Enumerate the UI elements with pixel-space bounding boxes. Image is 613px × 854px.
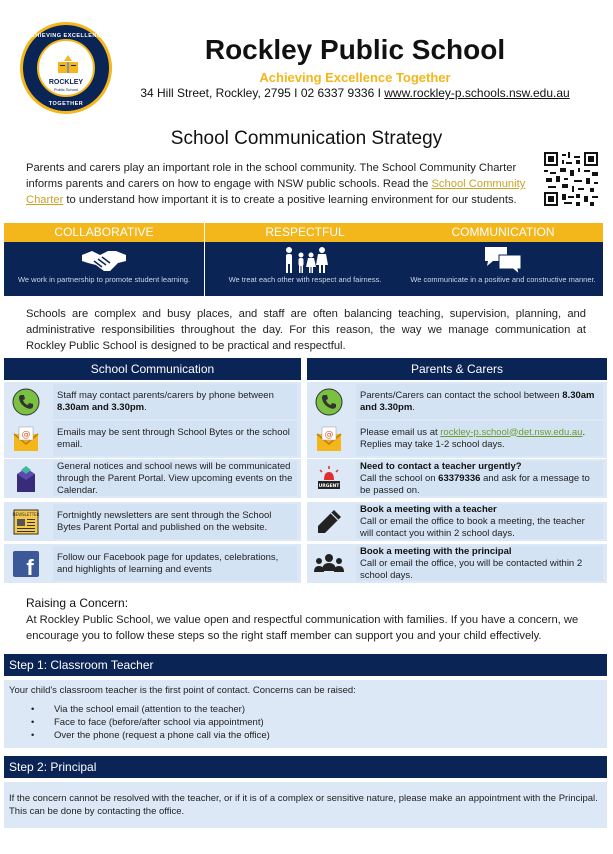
value-icon-wrap <box>205 245 405 275</box>
value-text: We treat each other with respect and fairness. <box>228 275 382 284</box>
row-heading: Need to contact a teacher urgently? <box>360 461 522 472</box>
row-line <box>360 473 599 497</box>
row-heading: Book a meeting with the principal <box>360 546 512 557</box>
school-row-text <box>53 504 297 539</box>
row-text: Fortnightly newsletters are sent through the School Bytes Parent Portal and published on the website. <box>57 509 272 533</box>
school-name: Rockley Public School <box>204 34 506 65</box>
email-icon <box>11 424 41 454</box>
parent-row-text <box>356 504 603 539</box>
list-item: • Over the phone (request a phone call via the office) <box>9 729 602 742</box>
step2-header: Step 2: Principal <box>4 756 607 778</box>
row-text: . <box>412 401 415 413</box>
row-bold: 8.30am and 3.30pm <box>57 401 145 413</box>
newsletter-icon <box>11 507 41 537</box>
school-logo <box>20 22 112 114</box>
value-collaborative <box>4 223 204 296</box>
school-row-email <box>4 419 301 458</box>
parent-row-principal-meeting <box>307 544 607 583</box>
row-line <box>360 504 599 516</box>
website-link[interactable]: www.rockley-p.schools.nsw.edu.au <box>384 86 570 100</box>
school-motto: Achieving Excellence Together <box>259 70 451 85</box>
step1-header: Step 1: Classroom Teacher <box>4 654 607 676</box>
parent-row-email <box>307 419 607 458</box>
urgent-label: URGENT <box>318 483 340 489</box>
row-bold: 63379336 <box>438 472 481 484</box>
logo-ring-top: ACHIEVING EXCELLENCE <box>26 33 106 39</box>
value-title: COLLABORATIVE <box>4 223 204 242</box>
value-icon-wrap <box>403 245 603 275</box>
group-icon <box>313 549 345 579</box>
row-icon-wrap <box>4 419 48 458</box>
contact-line <box>125 86 585 100</box>
urgent-siren-icon <box>314 464 344 494</box>
row-text: Staff may contact parents/carers by phone between <box>57 389 274 401</box>
step1-intro: Your child's classroom teacher is the first point of contact. Concerns can be raised: <box>9 685 356 696</box>
step2-text: If the concern cannot be resolved with the teacher, or if it is of a complex or sensitive nature, please make an appointment with the Principal. This can be done by contacting the office. <box>9 793 598 817</box>
parents-carers-header: Parents & Carers <box>307 358 607 380</box>
row-text: Call or email the office to book a meeting, the teacher will contact you within 2 school days. <box>360 515 585 539</box>
speech-bubbles-icon <box>479 245 527 275</box>
row-text: Emails may be sent through School Bytes or the school email. <box>57 426 290 450</box>
list-item: • Via the school email (attention to the teacher) <box>9 703 602 716</box>
value-body <box>4 242 204 296</box>
row-icon-wrap <box>4 382 48 421</box>
logo-name: ROCKLEY <box>48 79 84 86</box>
row-line <box>57 390 293 414</box>
row-text: . Replies may take 1-2 school days. <box>360 426 586 450</box>
value-title: RESPECTFUL <box>205 223 405 242</box>
school-row-text <box>53 384 297 419</box>
school-row-phone <box>4 382 301 421</box>
parent-row-phone <box>307 382 607 421</box>
school-row-text <box>53 421 297 456</box>
book-icon <box>56 53 80 75</box>
phone-icon <box>11 387 41 417</box>
logo-sub: Public School <box>53 87 79 92</box>
parent-row-text <box>356 546 603 581</box>
address-text: 34 Hill Street, Rockley, 2795 I 02 6337 9336 I <box>140 86 385 100</box>
handshake-icon <box>80 245 128 275</box>
row-text: . <box>144 401 147 413</box>
value-body <box>403 242 603 296</box>
qr-code <box>544 152 598 206</box>
phone-icon <box>314 387 344 417</box>
step1-list <box>9 703 602 742</box>
pen-icon <box>314 507 344 537</box>
logo-ring-bottom: TOGETHER <box>48 101 84 107</box>
school-bytes-icon <box>11 464 41 494</box>
row-text: Call the school on <box>360 472 439 484</box>
row-text: Follow our Facebook page for updates, celebrations, and highlights of learning and events <box>57 551 279 575</box>
email-icon <box>314 424 344 454</box>
school-row-text <box>53 461 297 496</box>
step2-body <box>4 782 607 828</box>
school-communication-header: School Communication <box>4 358 301 380</box>
school-row-facebook <box>4 544 301 583</box>
svg-text:@: @ <box>21 429 31 440</box>
list-item: • Face to face (before/after school via appointment) <box>9 716 602 729</box>
row-text: Please email us at <box>360 426 441 438</box>
row-icon-wrap <box>307 502 351 541</box>
value-text: We communicate in a positive and constructive manner. <box>410 275 596 284</box>
parent-row-teacher-meeting <box>307 502 607 541</box>
value-title: COMMUNICATION <box>403 223 603 242</box>
parent-row-urgent <box>307 459 607 498</box>
row-text: and ask for a message to be passed on. <box>360 472 590 496</box>
school-row-text <box>53 546 297 581</box>
value-respectful <box>205 223 405 296</box>
row-line <box>360 461 599 473</box>
row-text: General notices and school news will be communicated through the Parent Portal. View upcoming events on the Calendar. <box>57 461 293 496</box>
family-icon <box>281 245 329 275</box>
intro-text-1: Parents and carers play an important role in the school community. The School Community Charter informs parents and carers on how to engage with NSW public schools. Read the <box>26 162 517 190</box>
busy-schools-paragraph: Schools are complex and busy places, and staff are often balancing teaching, supervision, planning, and administrative responsibilities throughout the day. For this reason, the way we manage communication at Rockley Public School is designed to be practical and respectful. <box>26 308 586 352</box>
school-row-portal <box>4 459 301 498</box>
facebook-icon <box>11 549 41 579</box>
raising-concern-text: At Rockley Public School, we value open and respectful communication with families. If you have a concern, we encourage you to follow these steps so the right staff member can support you and your child effectively. <box>26 614 579 642</box>
raising-concern-title: Raising a Concern: <box>26 596 129 610</box>
row-text: Call or email the office, you will be contacted within 2 school days. <box>360 557 583 581</box>
school-email-link[interactable]: rockley-p.school@det.nsw.edu.au <box>440 426 583 438</box>
row-line <box>360 546 599 558</box>
svg-text:@: @ <box>324 429 334 440</box>
facebook-letter: f <box>26 554 34 579</box>
row-line <box>360 390 599 414</box>
step1-body <box>4 680 607 748</box>
row-icon-wrap <box>307 382 351 421</box>
parent-row-text <box>356 461 603 496</box>
value-communication <box>403 223 603 296</box>
row-icon-wrap <box>4 502 48 541</box>
intro-text-2: to understand how important it is to create a positive learning environment for our students. <box>63 194 517 206</box>
school-row-newsletter <box>4 502 301 541</box>
value-icon-wrap <box>4 245 204 275</box>
charter-link[interactable]: School Community Charter <box>26 178 526 206</box>
value-text: We work in partnership to promote student learning. <box>17 275 191 284</box>
parent-row-text <box>356 421 603 456</box>
parent-row-text <box>356 384 603 419</box>
row-line <box>360 427 599 451</box>
row-icon-wrap <box>4 459 48 498</box>
row-heading: Book a meeting with a teacher <box>360 504 497 515</box>
row-icon-wrap <box>4 544 48 583</box>
page-title: School Communication Strategy <box>170 128 443 149</box>
row-icon-wrap <box>307 459 351 498</box>
row-text: Parents/Carers can contact the school between <box>360 389 563 401</box>
row-bold: 8.30am and 3.30pm <box>360 389 595 413</box>
row-icon-wrap <box>307 544 351 583</box>
newsletter-label: NEWSLETTER <box>12 511 40 517</box>
logo-inner <box>37 39 95 97</box>
value-body <box>205 242 405 296</box>
row-icon-wrap <box>307 419 351 458</box>
intro-paragraph <box>26 160 536 208</box>
